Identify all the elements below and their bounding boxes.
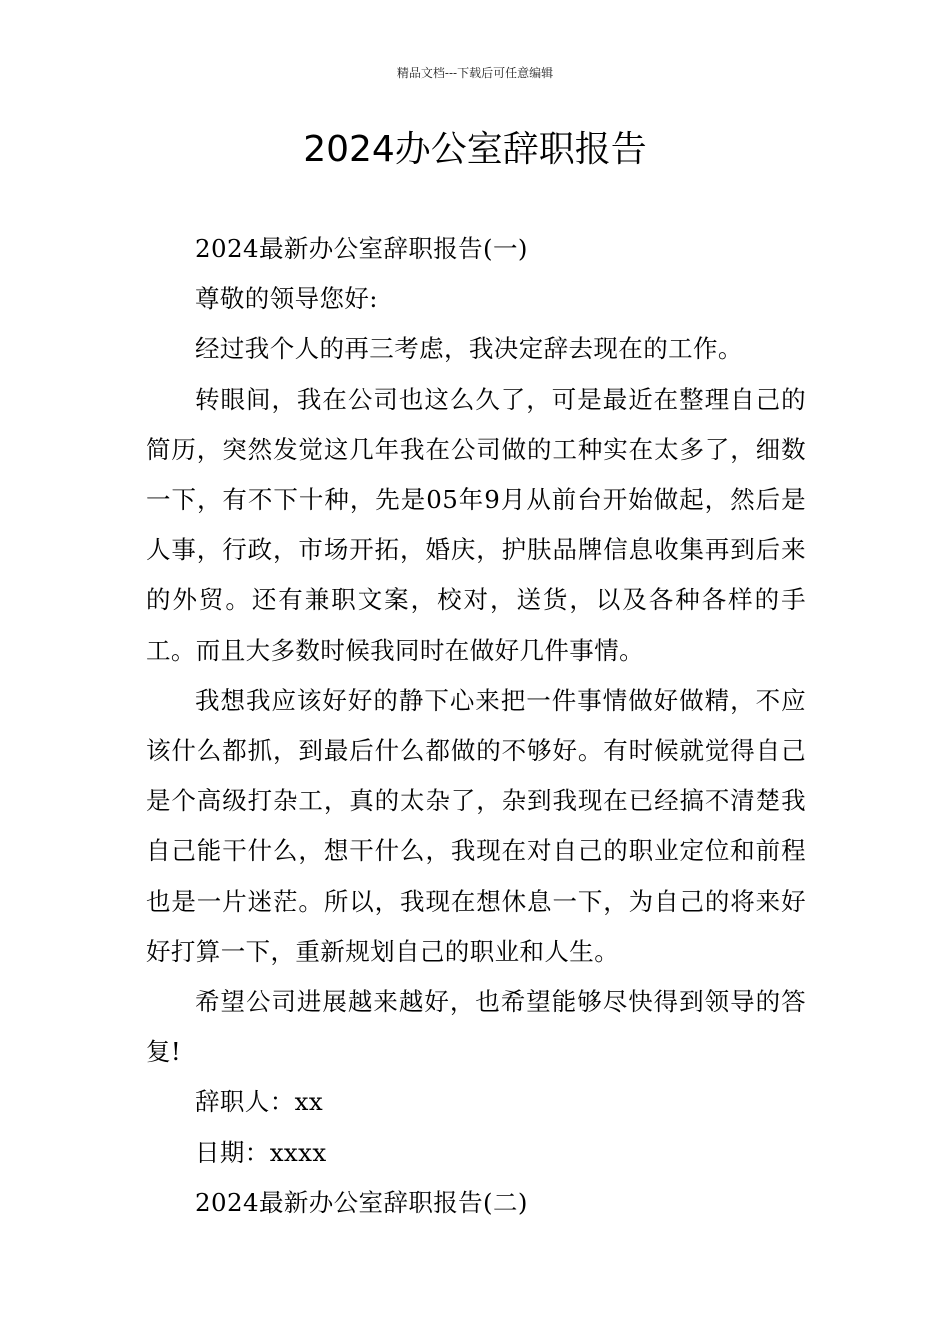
- body-paragraph-decision: 经过我个人的再三考虑，我决定辞去现在的工作。: [195, 334, 743, 364]
- date-line: 日期：xxxx: [195, 1137, 327, 1167]
- section-heading-one: 2024最新办公室辞职报告(一): [195, 234, 528, 263]
- document-body: [146, 224, 806, 1228]
- body-paragraph-wishes: 希望公司进展越来越好，也希望能够尽快得到领导的答复!: [146, 987, 806, 1067]
- section-heading-two: 2024最新办公室辞职报告(二): [195, 1187, 528, 1217]
- body-paragraph-reflection: 我想我应该好好的静下心来把一件事情做好做精，不应该什么都抓，到最后什么都做的不够好。有时候就觉得自己是个高级打杂工，真的太杂了，杂到我现在已经搞不清楚我自己能干什么，想干什么，我现在对自己的职业定位和前程也是一片迷茫。所以，我现在想休息一下，为自己的将来好好打算一下，重新规划自己的职业和人生。: [146, 685, 806, 966]
- document-title: 2024办公室辞职报告: [303, 129, 647, 170]
- body-paragraph-history: 转眼间，我在公司也这么久了，可是最近在整理自己的简历，突然发觉这几年我在公司做的工种实在太多了，细数一下，有不下十种，先是05年9月从前台开始做起，然后是人事，行政，市场开拓，婚庆，护肤品牌信息收集再到后来的外贸。还有兼职文案，校对，送货，以及各种各样的手工。而且大多数时候我同时在做好几件事情。: [146, 384, 806, 665]
- header-note: 精品文档---下载后可任意编辑: [396, 66, 554, 80]
- salutation: 尊敬的领导您好:: [195, 284, 378, 314]
- signature-line: 辞职人：xx: [195, 1087, 324, 1117]
